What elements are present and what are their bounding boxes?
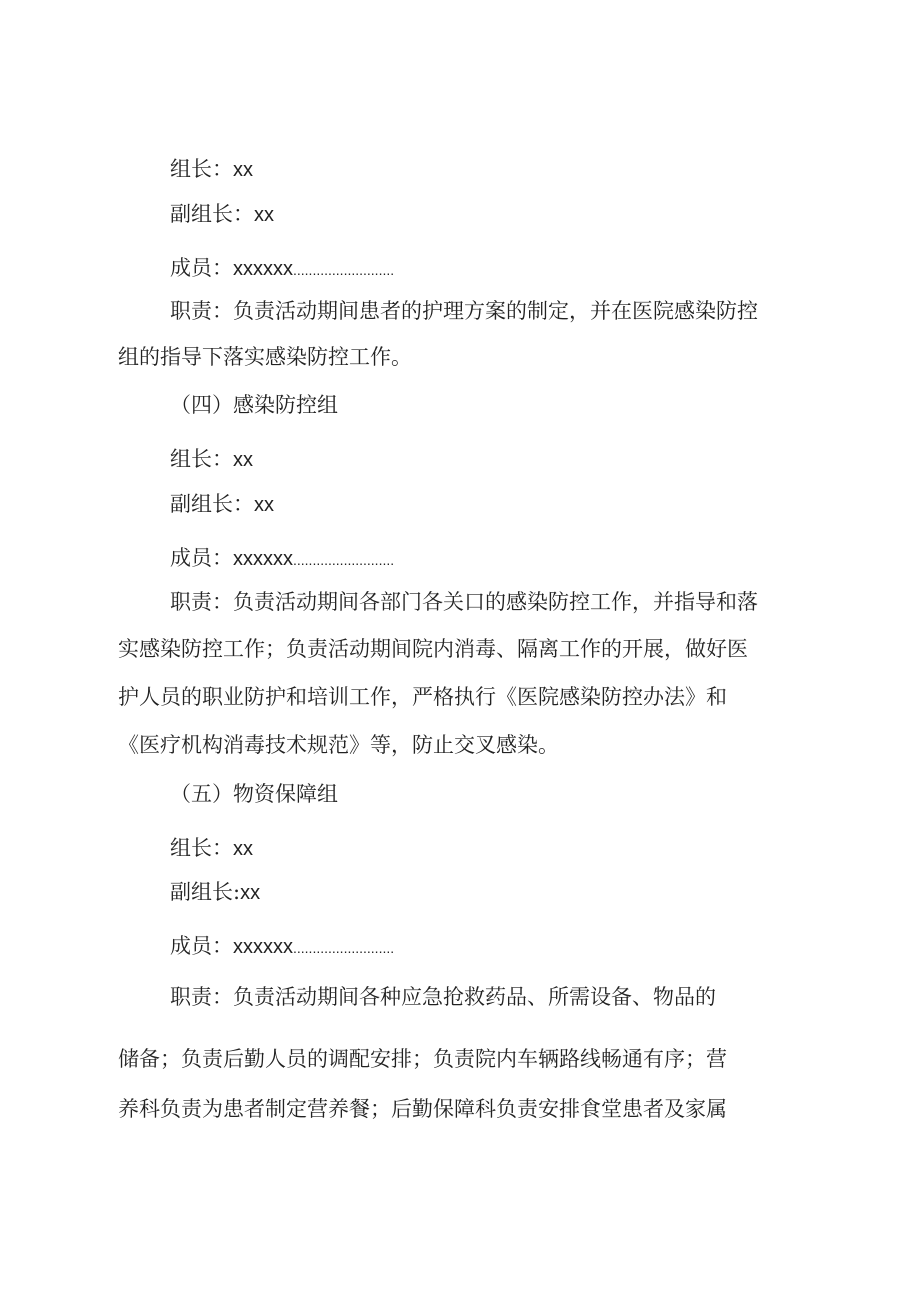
leader-label: 组长： bbox=[170, 836, 233, 860]
deputy-leader-label: 副组长： bbox=[170, 202, 254, 226]
members-dots: .......................... bbox=[293, 940, 395, 956]
members-dots: .......................... bbox=[293, 262, 395, 278]
duty-paragraph-line: 《医疗机构消毒技术规范》等，防止交叉感染。 bbox=[118, 733, 559, 757]
duty-paragraph-line: 组的指导下落实感染防控工作。 bbox=[118, 345, 412, 369]
deputy-leader-value: xx bbox=[240, 882, 261, 904]
deputy-leader-value: xx bbox=[254, 494, 274, 516]
leader-label: 组长： bbox=[170, 447, 233, 471]
deputy-leader-line bbox=[170, 489, 274, 520]
members-dots: .......................... bbox=[293, 552, 395, 568]
members-label: 成员： bbox=[170, 256, 233, 280]
deputy-leader-value: xx bbox=[254, 204, 274, 226]
leader-value: xx bbox=[233, 449, 253, 471]
members-value: xxxxxx bbox=[233, 936, 293, 958]
deputy-leader-line bbox=[170, 877, 260, 908]
leader-line bbox=[170, 833, 253, 864]
deputy-leader-label: 副组长： bbox=[170, 492, 254, 516]
duty-paragraph-line: 护人员的职业防护和培训工作，严格执行《医院感染防控办法》和 bbox=[118, 685, 727, 709]
duty-paragraph-line: 储备；负责后勤人员的调配安排；负责院内车辆路线畅通有序；营 bbox=[118, 1047, 727, 1071]
leader-line bbox=[170, 444, 253, 475]
leader-label: 组长： bbox=[170, 157, 233, 181]
section-heading: （五）物资保障组 bbox=[170, 782, 338, 806]
leader-value: xx bbox=[233, 159, 253, 181]
members-line bbox=[170, 253, 394, 285]
members-label: 成员： bbox=[170, 934, 233, 958]
duty-paragraph-line: 实感染防控工作；负责活动期间院内消毒、隔离工作的开展，做好医 bbox=[118, 637, 748, 661]
deputy-leader-label: 副组长: bbox=[170, 880, 241, 904]
members-value: xxxxxx bbox=[233, 548, 293, 570]
leader-value: xx bbox=[233, 838, 253, 860]
members-line bbox=[170, 543, 394, 575]
deputy-leader-line bbox=[170, 199, 274, 230]
members-label: 成员： bbox=[170, 546, 233, 570]
section-heading: （四）感染防控组 bbox=[170, 393, 338, 417]
members-line bbox=[170, 931, 394, 963]
duty-paragraph-line: 职责：负责活动期间各部门各关口的感染防控工作，并指导和落 bbox=[170, 590, 758, 614]
duty-paragraph-line: 职责：负责活动期间患者的护理方案的制定，并在医院感染防控 bbox=[170, 299, 758, 323]
leader-line bbox=[170, 154, 253, 185]
duty-paragraph-line: 养科负责为患者制定营养餐；后勤保障科负责安排食堂患者及家属 bbox=[118, 1097, 727, 1121]
members-value: xxxxxx bbox=[233, 258, 293, 280]
duty-paragraph-line: 职责：负责活动期间各种应急抢救药品、所需设备、物品的 bbox=[170, 985, 716, 1009]
